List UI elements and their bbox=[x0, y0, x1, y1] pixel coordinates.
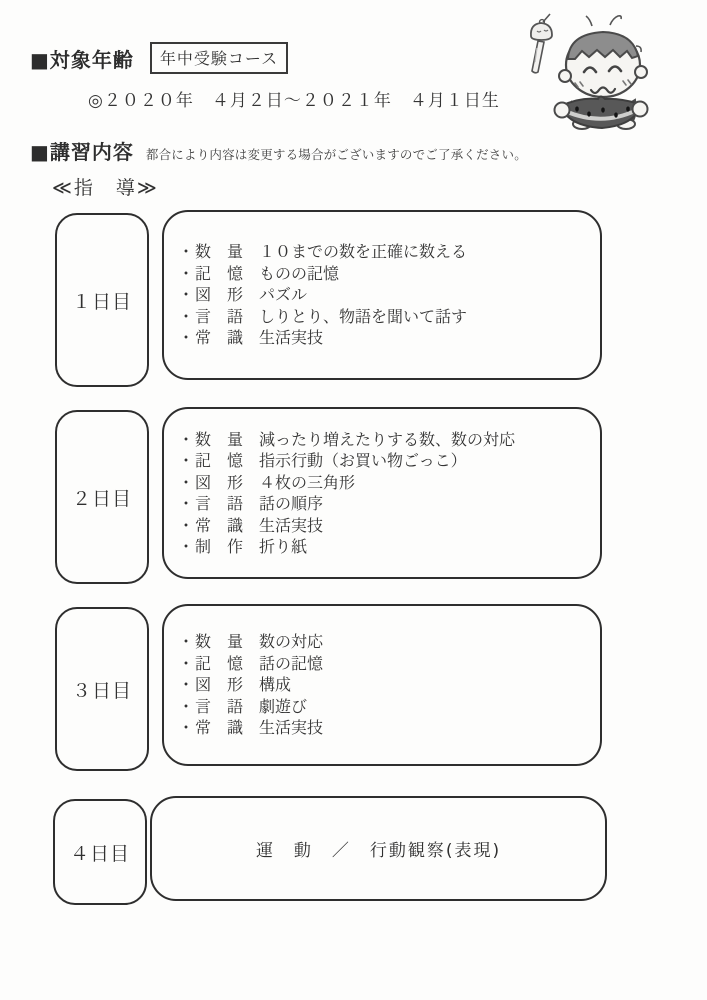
bullet-icon: ・ bbox=[178, 675, 195, 695]
curriculum-item bbox=[178, 696, 600, 718]
item-category: 図 形 bbox=[195, 472, 244, 492]
child-eating-watermelon-illustration bbox=[516, 10, 660, 130]
target-age-row bbox=[30, 42, 288, 74]
item-description: 劇遊び bbox=[259, 696, 308, 716]
item-description: 指示行動（お買い物ごっこ） bbox=[259, 451, 467, 470]
curriculum-item bbox=[178, 536, 600, 558]
item-description: 生活実技 bbox=[259, 515, 324, 535]
curriculum-item bbox=[178, 674, 600, 696]
item-category: 数 量 bbox=[195, 632, 244, 652]
child-figure bbox=[555, 16, 648, 129]
item-category: 常 識 bbox=[195, 718, 244, 738]
day-content-box bbox=[150, 796, 607, 901]
bullet-icon: ・ bbox=[178, 632, 195, 652]
curriculum-item bbox=[178, 515, 600, 537]
curriculum-item bbox=[178, 327, 600, 349]
bullet-icon: ・ bbox=[178, 242, 195, 262]
bullet-icon: ・ bbox=[178, 653, 195, 673]
day-label: ２日目 bbox=[55, 410, 149, 584]
target-age-heading: ■対象年齢 bbox=[30, 47, 134, 72]
bullet-icon: ・ bbox=[178, 472, 195, 492]
item-category: 図 形 bbox=[195, 285, 244, 305]
bullet-icon: ・ bbox=[178, 537, 195, 556]
item-description: 生活実技 bbox=[259, 718, 324, 738]
item-category: 常 識 bbox=[195, 515, 244, 535]
day-label: １日目 bbox=[55, 213, 149, 387]
item-description: 生活実技 bbox=[259, 328, 324, 348]
day-content-box bbox=[162, 407, 602, 579]
curriculum-item bbox=[178, 631, 600, 653]
bullet-icon: ・ bbox=[178, 285, 195, 305]
curriculum-item bbox=[178, 450, 600, 472]
item-description: 話の順序 bbox=[259, 494, 324, 513]
day-label: ３日目 bbox=[55, 607, 149, 771]
item-category: 記 憶 bbox=[195, 263, 244, 283]
bullet-icon: ・ bbox=[178, 494, 195, 513]
item-category: 言 語 bbox=[195, 494, 244, 513]
course-content-heading: ■講習内容 bbox=[30, 140, 134, 164]
bullet-icon: ・ bbox=[178, 718, 195, 738]
curriculum-item bbox=[178, 284, 600, 306]
curriculum-item bbox=[178, 717, 600, 739]
curriculum-item bbox=[178, 429, 600, 451]
item-category: 数 量 bbox=[195, 242, 244, 262]
item-category: 図 形 bbox=[195, 675, 244, 695]
day-content-box bbox=[162, 210, 602, 380]
item-description: 話の記憶 bbox=[259, 653, 324, 673]
bullet-icon: ・ bbox=[178, 263, 195, 283]
wind-chime-icon bbox=[531, 14, 552, 73]
bullet-icon: ・ bbox=[178, 306, 195, 326]
item-description: 折り紙 bbox=[259, 537, 308, 556]
day-center-text: 運 動 ／ 行動観察(表現) bbox=[255, 841, 502, 861]
curriculum-item bbox=[178, 493, 600, 515]
bullet-icon: ・ bbox=[178, 515, 195, 535]
day-row bbox=[0, 210, 707, 384]
item-description: しりとり、物語を聞いて話す bbox=[259, 306, 468, 326]
item-description: ものの記憶 bbox=[259, 263, 340, 283]
day-row bbox=[0, 796, 707, 905]
item-category: 制 作 bbox=[195, 537, 244, 556]
item-description: ４枚の三角形 bbox=[259, 472, 356, 492]
curriculum-item bbox=[178, 263, 600, 285]
item-description: パズル bbox=[259, 285, 308, 305]
content-change-note: 都合により内容は変更する場合がございますのでご了承ください。 bbox=[145, 147, 527, 162]
item-category: 数 量 bbox=[195, 429, 244, 449]
item-category: 常 識 bbox=[195, 328, 244, 348]
item-description: １０までの数を正確に数える bbox=[259, 242, 468, 262]
course-name-badge: 年中受験コース bbox=[150, 42, 288, 74]
day-label: ４日目 bbox=[53, 799, 147, 905]
item-category: 記 憶 bbox=[195, 451, 244, 470]
item-description: 構成 bbox=[259, 675, 292, 695]
bullet-icon: ・ bbox=[178, 696, 195, 716]
bullet-icon: ・ bbox=[178, 429, 195, 449]
item-category: 言 語 bbox=[195, 306, 244, 326]
item-description: 減ったり増えたりする数、数の対応 bbox=[259, 429, 516, 449]
day-content-box bbox=[162, 604, 602, 766]
course-content-row bbox=[30, 136, 527, 165]
item-category: 言 語 bbox=[195, 696, 244, 716]
item-category: 記 憶 bbox=[195, 653, 244, 673]
curriculum-item bbox=[178, 241, 600, 263]
day-row bbox=[0, 407, 707, 583]
curriculum-item bbox=[178, 472, 600, 494]
day-row bbox=[0, 604, 707, 770]
birth-date-range: ◎２０２０年 ４月２日～２０２１年 ４月１日生 bbox=[88, 91, 500, 111]
curriculum-item bbox=[178, 653, 600, 675]
item-description: 数の対応 bbox=[259, 632, 324, 652]
bullet-icon: ・ bbox=[178, 328, 195, 348]
guidance-heading: ≪指 導≫ bbox=[52, 177, 159, 199]
bullet-icon: ・ bbox=[178, 451, 195, 470]
curriculum-item bbox=[178, 306, 600, 328]
